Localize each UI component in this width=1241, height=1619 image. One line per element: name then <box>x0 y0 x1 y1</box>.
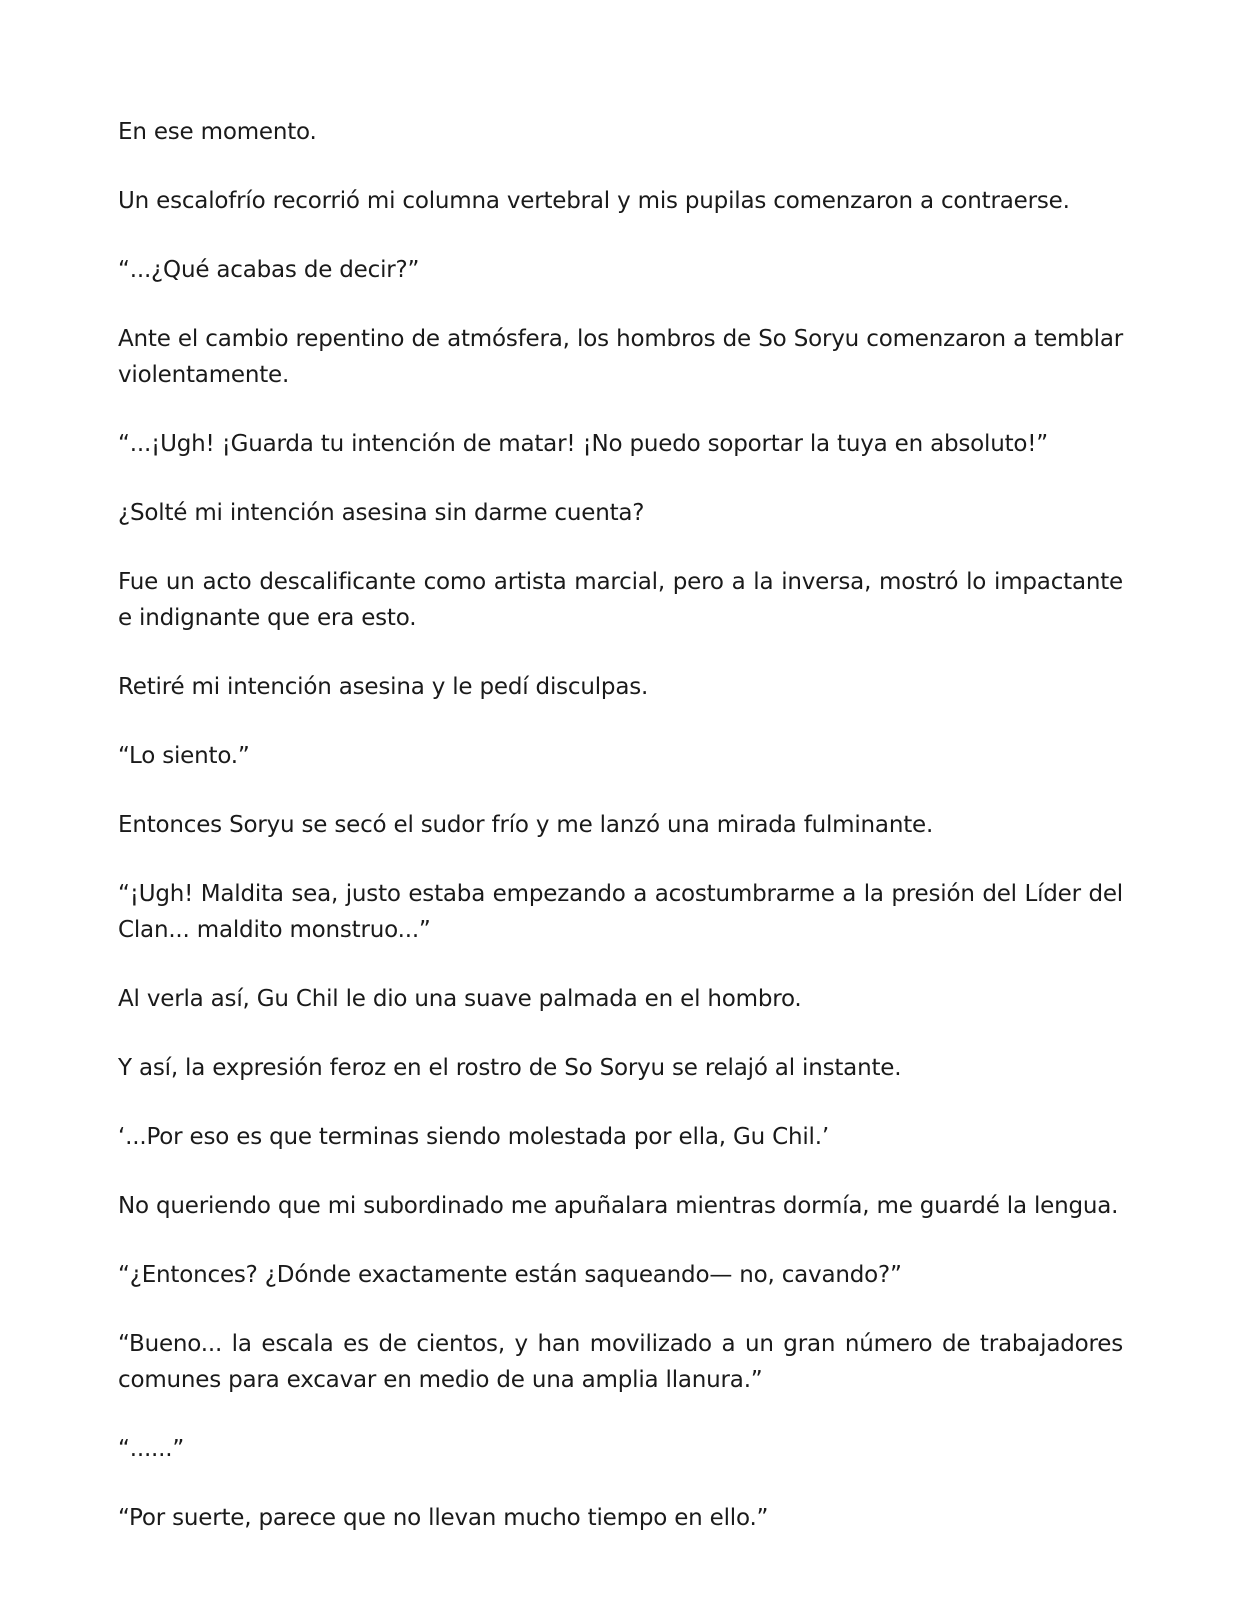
paragraph-18: “......” <box>118 1436 185 1462</box>
paragraph-12: Al verla así, Gu Chil le dio una suave palmada en el hombro. <box>118 986 802 1012</box>
paragraph-10: Entonces Soryu se secó el sudor frío y me lanzó una mirada fulminante. <box>118 812 934 838</box>
paragraph-9: “Lo siento.” <box>118 743 250 769</box>
paragraph-2: Un escalofrío recorrió mi columna vertebral y mis pupilas comenzaron a contraerse. <box>118 188 1070 214</box>
paragraph-16: “¿Entonces? ¿Dónde exactamente están saqueando— no, cavando?” <box>118 1262 902 1288</box>
paragraph-19: “Por suerte, parece que no llevan mucho tiempo en ello.” <box>118 1505 769 1531</box>
paragraph-1: En ese momento. <box>118 119 317 145</box>
paragraph-17: “Bueno... la escala es de cientos, y han movilizado a un gran número de trabajadores comunes para excavar en medio de una amplia llanura.” <box>118 1331 1123 1393</box>
text-column <box>118 114 1123 1569</box>
paragraph-3: “...¿Qué acabas de decir?” <box>118 257 420 283</box>
paragraph-7: Fue un acto descalificante como artista marcial, pero a la inversa, mostró lo impactante e indignante que era esto. <box>118 569 1123 631</box>
paragraph-8: Retiré mi intención asesina y le pedí disculpas. <box>118 674 649 700</box>
paragraph-15: No queriendo que mi subordinado me apuñalara mientras dormía, me guardé la lengua. <box>118 1193 1119 1219</box>
paragraph-6: ¿Solté mi intención asesina sin darme cuenta? <box>118 500 645 526</box>
paragraph-5: “...¡Ugh! ¡Guarda tu intención de matar! ¡No puedo soportar la tuya en absoluto!” <box>118 431 1049 457</box>
paragraph-14: ‘...Por eso es que terminas siendo molestada por ella, Gu Chil.’ <box>118 1124 829 1150</box>
paragraph-13: Y así, la expresión feroz en el rostro de So Soryu se relajó al instante. <box>118 1055 902 1081</box>
paragraph-4: Ante el cambio repentino de atmósfera, los hombros de So Soryu comenzaron a temblar violentamente. <box>118 326 1123 388</box>
paragraph-11: “¡Ugh! Maldita sea, justo estaba empezando a acostumbrarme a la presión del Líder del Clan... maldito monstruo...” <box>118 881 1123 943</box>
